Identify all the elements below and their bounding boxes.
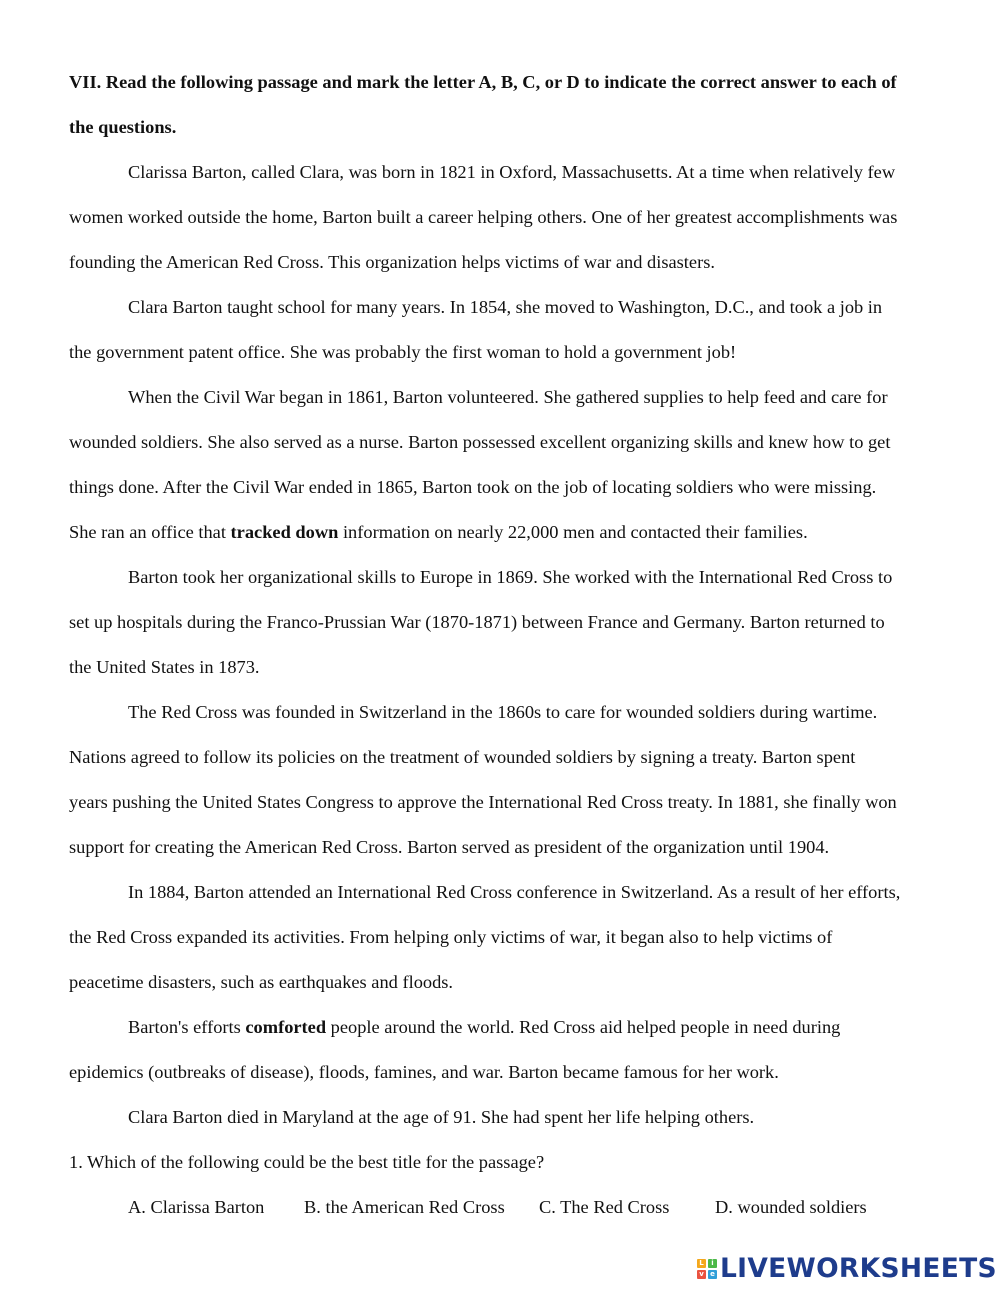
passage-line: epidemics (outbreaks of disease), floods, famines, and war. Barton became famous for her work.: [69, 1062, 779, 1082]
worksheet-page: [69, 60, 959, 1230]
exercise-heading-cont: the questions.: [69, 117, 177, 137]
logo-block: v: [697, 1270, 706, 1279]
text-run: She ran an office that: [69, 522, 231, 542]
question-1-text: 1. Which of the following could be the best title for the passage?: [69, 1152, 545, 1172]
passage-line: wounded soldiers. She also served as a nurse. Barton possessed excellent organizing skills and knew how to get: [69, 432, 891, 452]
option-a[interactable]: A. Clarissa Barton: [128, 1197, 265, 1217]
liveworksheets-logo: [697, 1253, 997, 1284]
passage-line: things done. After the Civil War ended in 1865, Barton took on the job of locating soldiers who were missing.: [69, 477, 877, 497]
passage-line: the United States in 1873.: [69, 657, 260, 677]
passage-line: support for creating the American Red Cross. Barton served as president of the organization until 1904.: [69, 837, 830, 857]
passage-line: Nations agreed to follow its policies on the treatment of wounded soldiers by signing a treaty. Barton spent: [69, 747, 856, 767]
passage-line: peacetime disasters, such as earthquakes and floods.: [69, 972, 454, 992]
passage-line: Clara Barton taught school for many years. In 1854, she moved to Washington, D.C., and took a job in: [128, 297, 883, 317]
text-run: information on nearly 22,000 men and contacted their families.: [338, 522, 808, 542]
option-b[interactable]: B. the American Red Cross: [304, 1197, 505, 1217]
exercise-heading: VII. Read the following passage and mark the letter A, B, C, or D to indicate the correct answer to each of: [69, 72, 897, 92]
logo-blocks-icon: [697, 1259, 717, 1279]
highlighted-term-tracked-down: tracked down: [230, 522, 339, 542]
passage-line: Clara Barton died in Maryland at the age of 91. She had spent her life helping others.: [128, 1107, 755, 1127]
passage-line: Barton took her organizational skills to Europe in 1869. She worked with the International Red Cross to: [128, 567, 893, 587]
logo-wordmark: LIVEWORKSHEETS: [720, 1253, 997, 1284]
text-run: people around the world. Red Cross aid helped people in need during: [326, 1017, 841, 1037]
question-1-options: [69, 1185, 959, 1230]
highlighted-term-comforted: comforted: [245, 1017, 327, 1037]
passage-line: In 1884, Barton attended an International Red Cross conference in Switzerland. As a result of her efforts,: [128, 882, 901, 902]
passage-line: women worked outside the home, Barton built a career helping others. One of her greatest accomplishments was: [69, 207, 898, 227]
passage-line: [69, 510, 959, 555]
passage-line: the government patent office. She was probably the first woman to hold a government job!: [69, 342, 737, 362]
passage-line: When the Civil War began in 1861, Barton volunteered. She gathered supplies to help feed and care for: [128, 387, 888, 407]
option-d[interactable]: D. wounded soldiers: [715, 1197, 867, 1217]
passage-line: The Red Cross was founded in Switzerland in the 1860s to care for wounded soldiers during wartime.: [128, 702, 878, 722]
passage-line: [69, 1005, 959, 1050]
passage-line: set up hospitals during the Franco-Prussian War (1870-1871) between France and Germany. Barton returned to: [69, 612, 885, 632]
passage-line: years pushing the United States Congress to approve the International Red Cross treaty. In 1881, she finally won: [69, 792, 897, 812]
passage-line: founding the American Red Cross. This organization helps victims of war and disasters.: [69, 252, 715, 272]
passage-line: Clarissa Barton, called Clara, was born in 1821 in Oxford, Massachusetts. At a time when relatively few: [128, 162, 896, 182]
option-c[interactable]: C. The Red Cross: [539, 1197, 670, 1217]
passage-line: the Red Cross expanded its activities. From helping only victims of war, it began also to help victims of: [69, 927, 833, 947]
logo-block: i: [708, 1259, 717, 1268]
logo-block: e: [708, 1270, 717, 1279]
text-run: Barton's efforts: [128, 1017, 246, 1037]
logo-block: L: [697, 1259, 706, 1268]
